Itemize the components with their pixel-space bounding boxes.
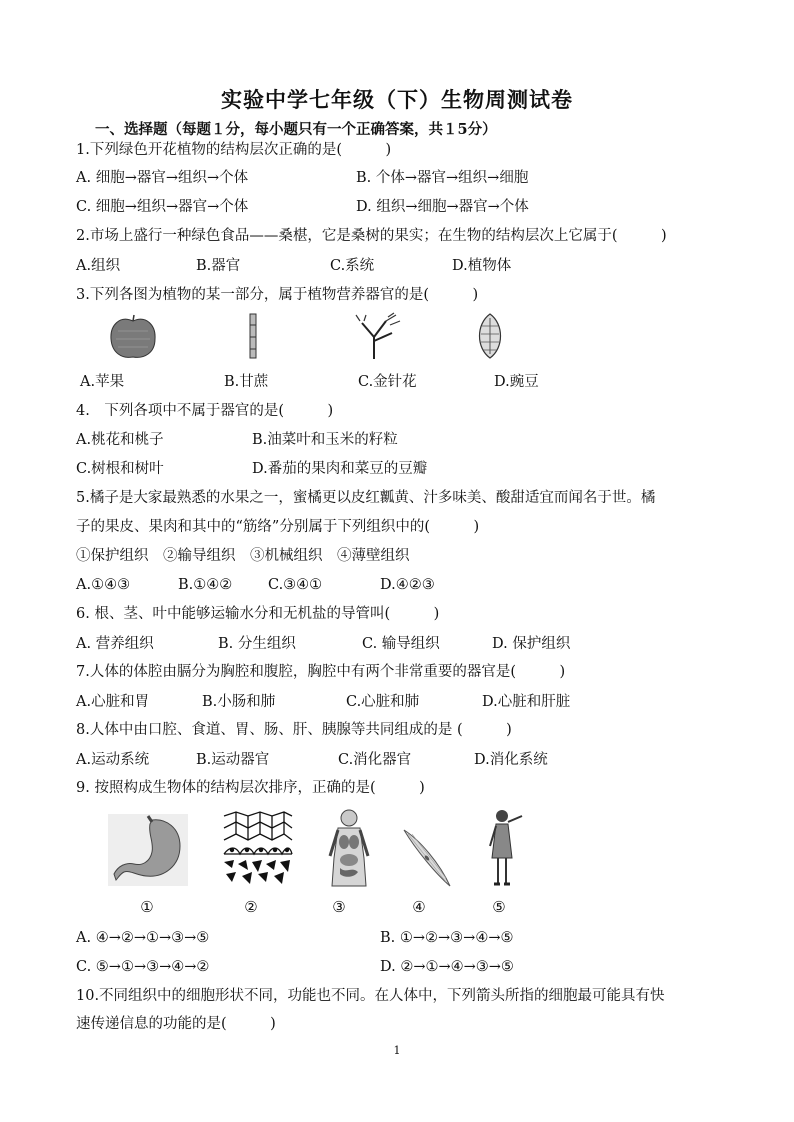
page-number: 1 bbox=[393, 1044, 401, 1057]
q5-tissues: ①保护组织 ②输导组织 ③机械组织 ④薄壁组织 bbox=[76, 548, 410, 564]
tissue-cells-figure bbox=[222, 810, 294, 888]
q2-option-b: B.器官 bbox=[196, 258, 241, 274]
q5-stem-line2: 子的果皮、果肉和其中的“筋络”分别属于下列组织中的( ) bbox=[76, 519, 480, 535]
q3-option-c: C.金针花 bbox=[358, 374, 417, 390]
q5-option-b: B.①④② bbox=[178, 577, 233, 593]
q8-option-c: C.消化器官 bbox=[338, 752, 412, 768]
q4-option-c: C.树根和树叶 bbox=[76, 461, 164, 477]
pea-pod-figure bbox=[474, 312, 506, 360]
fig-label-2: ② bbox=[244, 898, 258, 916]
q1-option-c: C. 细胞→组织→器官→个体 bbox=[76, 199, 249, 215]
q1-option-d: D. 组织→细胞→器官→个体 bbox=[356, 199, 529, 215]
q9-option-c: C. ⑤→①→③→④→② bbox=[76, 959, 210, 975]
q7-option-c: C.心脏和肺 bbox=[346, 694, 420, 710]
q5-option-a: A.①④③ bbox=[76, 577, 131, 593]
q7-stem: 7.人体的体腔由膈分为胸腔和腹腔，胸腔中有两个非常重要的器官是( ) bbox=[76, 664, 566, 680]
q4-option-d: D.番茄的果肉和菜豆的豆瓣 bbox=[252, 461, 428, 477]
q10-stem-line1: 10.不同组织中的细胞形状不同，功能也不同。在人体中，下列箭头所指的细胞最可能具有快 bbox=[76, 988, 665, 1004]
q10-stem-line2: 速传递信息的功能的是( ) bbox=[76, 1016, 276, 1032]
q8-option-a: A.运动系统 bbox=[76, 752, 150, 768]
q7-option-b: B.小肠和肺 bbox=[202, 694, 276, 710]
q8-option-d: D.消化系统 bbox=[474, 752, 548, 768]
sugarcane-figure bbox=[246, 313, 260, 359]
lily-flower-figure bbox=[352, 311, 404, 361]
q2-option-c: C.系统 bbox=[330, 258, 375, 274]
q4-stem: 4. 下列各项中不属于器官的是( ) bbox=[76, 403, 334, 419]
q2-option-a: A.组织 bbox=[76, 258, 121, 274]
q6-option-b: B. 分生组织 bbox=[218, 636, 296, 652]
q6-option-a: A. 营养组织 bbox=[76, 636, 154, 652]
section-heading: 一、选择题（每题１分，每小题只有一个正确答案，共１5分） bbox=[95, 121, 497, 138]
human-organs-figure bbox=[326, 808, 372, 888]
q9-option-d: D. ②→①→④→③→⑤ bbox=[380, 959, 514, 975]
q3-option-b: B.甘蔗 bbox=[224, 374, 269, 390]
q3-option-d: D.豌豆 bbox=[494, 374, 539, 390]
muscle-cell-figure bbox=[400, 826, 454, 890]
q7-option-a: A.心脏和胃 bbox=[76, 694, 150, 710]
q5-option-c: C.③④① bbox=[268, 577, 323, 593]
q2-option-d: D.植物体 bbox=[452, 258, 512, 274]
q2-stem: 2.市场上盛行一种绿色食品——桑椹，它是桑树的果实；在生物的结构层次上它属于( ) bbox=[76, 228, 667, 244]
q6-option-c: C. 输导组织 bbox=[362, 636, 440, 652]
q9-option-b: B. ①→②→③→④→⑤ bbox=[380, 930, 514, 946]
q1-option-a: A. 细胞→器官→组织→个体 bbox=[76, 170, 249, 186]
fig-label-3: ③ bbox=[332, 898, 346, 916]
q5-option-d: D.④②③ bbox=[380, 577, 435, 593]
q9-option-a: A. ④→②→①→③→⑤ bbox=[76, 930, 210, 946]
fig-label-1: ① bbox=[140, 898, 154, 916]
q1-option-b: B. 个体→器官→组织→细胞 bbox=[356, 170, 529, 186]
q7-option-d: D.心脏和肝脏 bbox=[482, 694, 571, 710]
fig-label-4: ④ bbox=[412, 898, 426, 916]
q3-stem: 3.下列各图为植物的某一部分，属于植物营养器官的是( ) bbox=[76, 287, 479, 303]
stomach-figure bbox=[108, 814, 188, 886]
q8-option-b: B.运动器官 bbox=[196, 752, 270, 768]
q8-stem: 8.人体中由口腔、食道、胃、肠、肝、胰腺等共同组成的是 ( ) bbox=[76, 722, 512, 738]
q9-stem: 9. 按照构成生物体的结构层次排序，正确的是( ) bbox=[76, 780, 425, 796]
q4-option-b: B.油菜叶和玉米的籽粒 bbox=[252, 432, 398, 448]
q1-stem: 1.下列绿色开花植物的结构层次正确的是( ) bbox=[76, 142, 392, 158]
q6-option-d: D. 保护组织 bbox=[492, 636, 571, 652]
q4-option-a: A.桃花和桃子 bbox=[76, 432, 164, 448]
fig-label-5: ⑤ bbox=[492, 898, 506, 916]
girl-figure bbox=[484, 806, 526, 888]
apple-figure bbox=[108, 313, 158, 361]
q6-stem: 6. 根、茎、叶中能够运输水分和无机盐的导管叫( ) bbox=[76, 606, 440, 622]
q3-option-a: A.苹果 bbox=[80, 374, 125, 390]
q5-stem-line1: 5.橘子是大家最熟悉的水果之一，蜜橘更以皮红瓤黄、汁多味美、酸甜适宜而闻名于世。橘 bbox=[76, 490, 656, 506]
page-title: 实验中学七年级（下）生物周测试卷 bbox=[221, 87, 573, 112]
